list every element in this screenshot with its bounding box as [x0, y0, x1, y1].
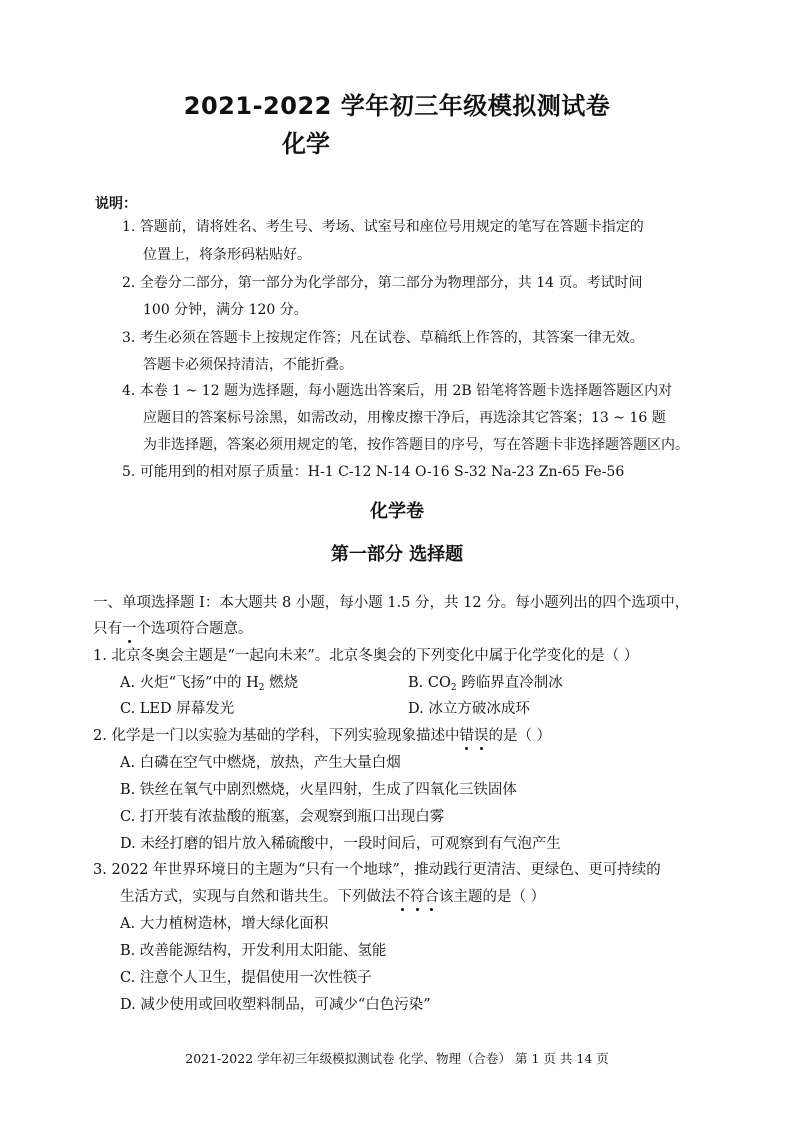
instruction-line: 5. 可能用到的相对原子质量：H-1 C-12 N-14 O-16 S-32 Na-23 Zn-65 Fe-56 [122, 464, 625, 480]
instruction-line: 为非选择题，答案必须用规定的笔，按作答题目的序号，写在答题卡非选择题答题区内。 [143, 437, 689, 453]
option-b: B. 改善能源结构，开发利用太阳能、氢能 [120, 943, 387, 959]
volume-heading: 化学卷 [370, 501, 424, 522]
question-stem: 1. 北京冬奥会主题是“一起向未来”。北京冬奥会的下列变化中属于化学变化的是（ ） [93, 648, 639, 664]
option-c: C. 注意个人卫生，提倡使用一次性筷子 [120, 970, 372, 986]
instructions-heading: 说明： [95, 196, 137, 212]
part-intro-line: 一、单项选择题 Ⅰ：本大题共 8 小题，每小题 1.5 分，共 12 分。每小题列出的四个选项中， [93, 595, 690, 611]
option-c: C. 打开装有浓盐酸的瓶塞，会观察到瓶口出现白雾 [120, 809, 445, 825]
option-d: D. 减少使用或回收塑料制品，可减少“白色污染” [120, 997, 431, 1013]
option-a: A. 大力植树造林，增大绿化面积 [120, 916, 329, 932]
instruction-line: 1. 答题前，请将姓名、考生号、考场、试室号和座位号用规定的笔写在答题卡指定的 [122, 219, 644, 235]
page-footer: 2021-2022 学年初三年级模拟测试卷 化学、物理（合卷） 第 1 页 共 14 页 [185, 1051, 609, 1066]
option-c: C. LED 屏幕发光 [120, 701, 235, 717]
subject-heading: 化学 [282, 130, 330, 158]
question-stem: 2. 化学是一门以实验为基础的学科，下列实验现象描述中错误的是（ ） [93, 728, 552, 744]
question-stem-continued: 生活方式，实现与自然和谐共生。下列做法不符合该主题的是（ ） [120, 889, 546, 905]
option-b: B. 铁丝在氧气中剧烈燃烧，火星四射，生成了四氧化三铁固体 [120, 782, 517, 798]
instruction-line: 应题目的答案标号涂黑，如需改动，用橡皮擦干净后，再选涂其它答案；13 ~ 16 题 [143, 410, 666, 426]
option-d: D. 未经打磨的铝片放入稀硫酸中，一段时间后，可观察到有气泡产生 [120, 836, 561, 852]
part-heading: 第一部分 选择题 [330, 544, 464, 565]
option-a: A. 火炬“飞扬”中的 $H_2$ 燃烧 [120, 675, 299, 693]
instruction-line: 位置上，将条形码粘贴好。 [143, 247, 311, 263]
option-d: D. 冰立方破冰成环 [408, 701, 530, 717]
instruction-line: 答题卡必须保持清洁，不能折叠。 [143, 357, 353, 373]
instruction-line: 3. 考生必须在答题卡上按规定作答；凡在试卷、草稿纸上作答的，其答案一律无效。 [122, 330, 644, 346]
instruction-line: 100 分钟，满分 120 分。 [143, 302, 308, 318]
option-b: B. $CO_2$ 跨临界直冷制冰 [408, 675, 563, 693]
instruction-line: 4. 本卷 1 ~ 12 题为选择题，每小题选出答案后，用 2B 铅笔将答题卡选择题答题区内对 [122, 383, 673, 399]
option-a: A. 白磷在空气中燃烧，放热，产生大量白烟 [120, 755, 401, 771]
instruction-line: 2. 全卷分二部分，第一部分为化学部分，第二部分为物理部分，共 14 页。考试时间 [122, 275, 643, 291]
part-intro-line: 只有一个选项符合题意。 [93, 621, 253, 637]
exam-title: 2021-2022 学年初三年级模拟测试卷 [183, 92, 611, 120]
question-stem: 3. 2022 年世界环境日的主题为“只有一个地球”，推动践行更清洁、更绿色、更可持续的 [93, 862, 661, 878]
